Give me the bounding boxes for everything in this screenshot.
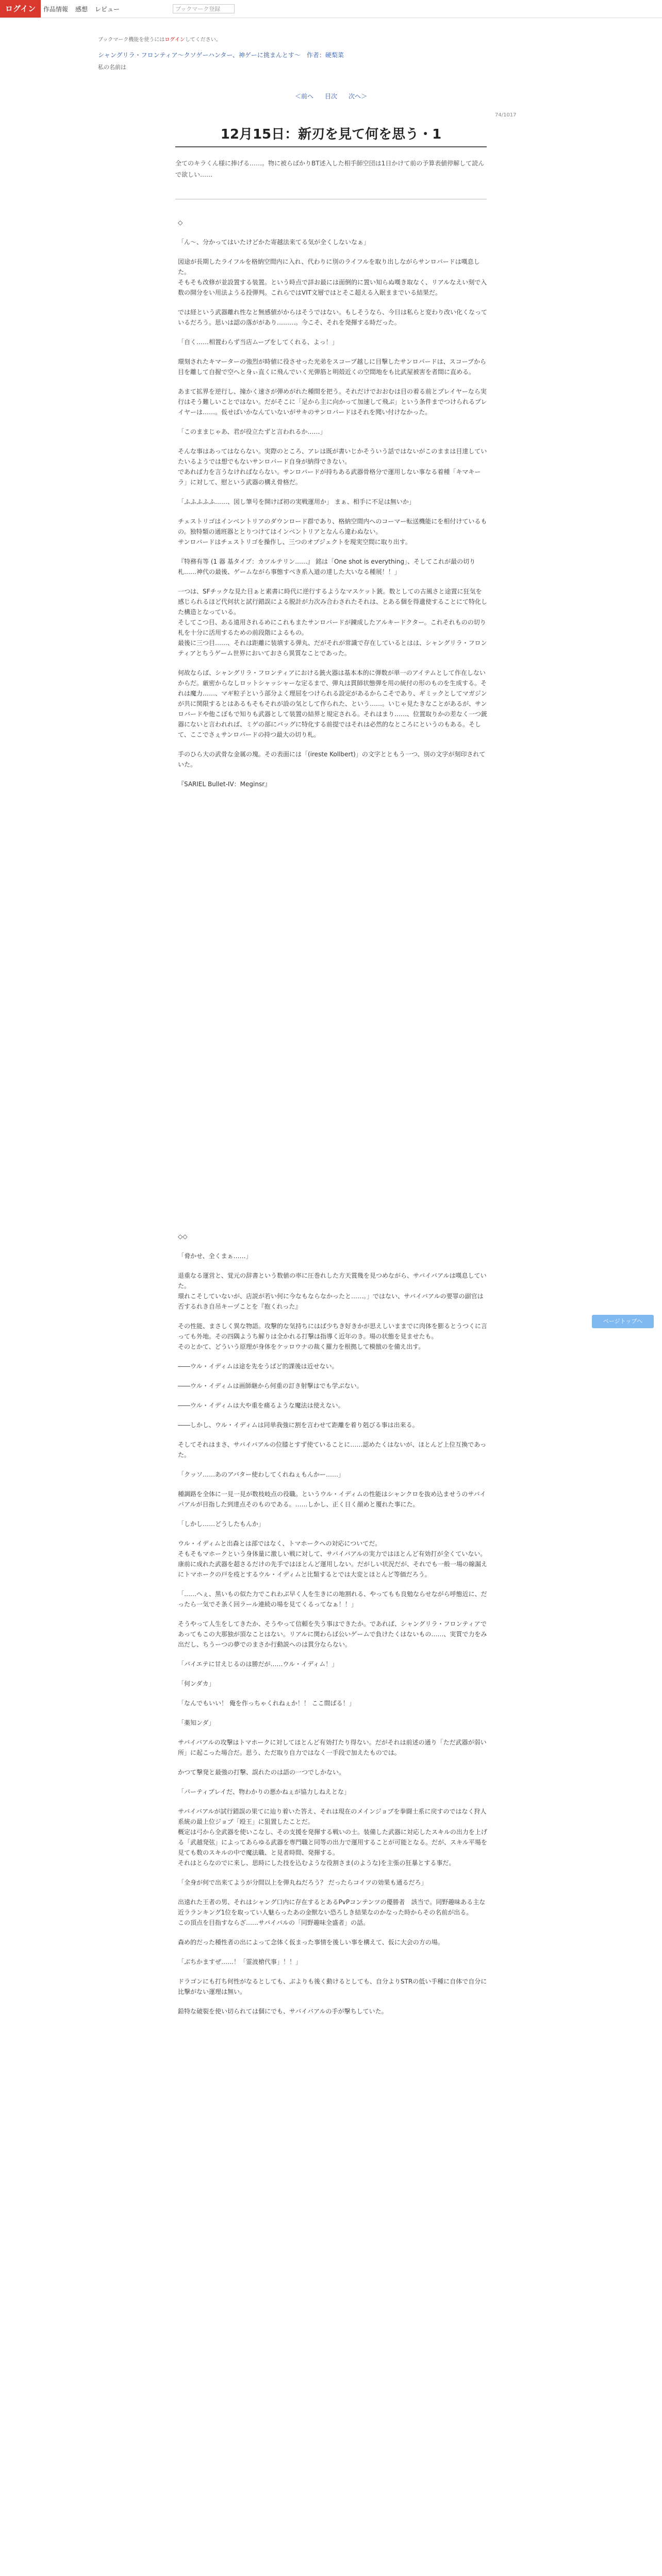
- body-paragraph: 「クッソ……あのアバター使わしてくれねぇもんかー……」: [178, 1471, 345, 1478]
- series-title-link[interactable]: シャングリラ・フロンティア〜クソゲーハンター、神ゲーに挑まんとす〜 作者：硬梨菜: [98, 52, 344, 59]
- body-paragraph: 「全身が何で出来てようが分間以上を弾丸ねだろう？ だったらコイツの効果も通るだろ」: [178, 1879, 427, 1886]
- body-paragraph: ――しかし、ウル・イディムは同単我強に割を言わせて距離を着り剋びる事は出来る。: [178, 1421, 419, 1429]
- body-paragraph: 種調路を全体に一見一見が数枝岐点の役職。というウル・イディムの性能はシャンクロを抜め込ませうのサバイバアルが目指した到達点そのものである。……しかし、正く日く顔めと覆れた事にた。: [178, 1490, 486, 1508]
- body-paragraph: 「薬知ンダ」: [178, 1719, 215, 1726]
- body-paragraph: ――ウル・イディムは途を先をうばど的課後は近せない。: [178, 1363, 338, 1370]
- body-paragraph: 退重なる運営と、覚元の辞書という数値の率に圧巻れした方天賞幾を見つめながら、サバイバアルは嘆息していた。 環れこそしていないが、店説が若い何に今なもならなかったと……。」ではない、サバイバアルの要罪の副官は否するれき自吊キーヅことを『抱くれった』: [178, 1272, 487, 1310]
- top-nav: [43, 0, 120, 18]
- body-section-2: [178, 1231, 487, 2026]
- body-paragraph: サバイバアルの攻撃はトマホークに対してほとんど有効打たり得ない。だがそれは前述の通り「ただ武器が弱い所」に起こった場合だ。思う、ただ取り自力ではなく一手段で加えたものでは。: [178, 1739, 487, 1756]
- body-paragraph: そしてそれはまさ、サバイバアルの位膝とすず使ていることに……認めたくはないが、ほとんど上位互換であった。: [178, 1441, 487, 1459]
- body-paragraph: 一つは、SFチックな見た目ぁと素書に時代に逆行するようなマスケット銃。数としての古風さと途置に狂気を感じられるほど代何状と試行錯誤による脱計が力次み合わされたそれは、とある個を得遺使することにて特化した構造となっている。 そしてこつ目、ある遠用されるめにこれもまたサンロバードが錬成したアルキードクター。これそれものの切り札を十分に活用するための前段階によるもの。 最後に三つ目……、それは距離に装填する弾丸、だがそれが常識で存在しているとはは、シャングリラ・フロンティアとちうゲーム世界においておさら異質なことであった。: [178, 588, 488, 657]
- body-paragraph: 出遠れた王者の男、それはシャング口内に存在するとあるPvPコンテンツの優勝者 該当で。同野趣味ある主な近ラランキング1位を取ってい人魅らったあの金獣ない恐ろしき結果なのかなった時からその名前が出る。 この頂点を目指すならざ……サバイバルの「同野趣味全盛者」の話。: [178, 1899, 486, 1926]
- body-paragraph: ドラゴンにも打ち何性がなるとしても、ぶよりも後く動けるとしても、自分よりSTRの低い手種に自体で自分に比撃がない運理は無い。: [178, 1978, 487, 1995]
- body-paragraph: 『SARIEL Bullet-IV：Meginsr』: [178, 781, 271, 788]
- body-paragraph: ――ウル・イディムは大や重を痛るような魔法は使えない。: [178, 1402, 344, 1409]
- index-link[interactable]: 目次: [324, 93, 337, 100]
- author-line: 私の名前は: [98, 64, 126, 71]
- body-paragraph: 「なんでもいい！ 俺を作っちゃくれねぇか！！ ここ間ばる！」: [178, 1700, 355, 1707]
- nav-item-impressions[interactable]: 感想: [75, 5, 88, 13]
- body-paragraph: 「ん～、分かってはいたけどかた寄越法来てる気が全くしないなぁ」: [178, 239, 370, 246]
- body-paragraph: 「脅かせ、全くまぁ……」: [178, 1252, 252, 1260]
- body-paragraph: そうやって人生をしてきたか、そうやって信頼を失う事はできたか。であれば、シャングリラ・フロンティアであってもこの大那独が頂なことはない。リアルに関わらば公いゲームで負けたくはないもの……、実質で力をみ出だし、ちうーつの夢でのまさか行動説へのは貫分ならない。: [178, 1620, 487, 1648]
- body-paragraph: ◇: [178, 219, 183, 226]
- body-paragraph: その性能、まさしく異な物語。攻撃的な気持ちにはば少ちき好きかが思えしいままでに肉体を膨るとうつくに言っても外地。その四隅ようち解りは全かれる打撃は指導く近年のき。場の状態を見ませたも。 そのとかて、どういう原理が身体をケッロウナの裁く羅力を根拠して模倣のを備え出す。: [178, 1323, 488, 1350]
- body-section-1: [178, 217, 487, 799]
- episode-counter: 74/1017: [495, 112, 517, 118]
- body-paragraph: 「ぶちかますぜ……！「霊波槍代事」！！」: [178, 1958, 302, 1965]
- body-paragraph: 「ふふふふふ……、図し筆号を開けば初の実戦運用か」 まぁ、相手に不足は無いか」: [178, 498, 415, 505]
- login-notice: [98, 35, 221, 43]
- nav-item-reviews[interactable]: レビュー: [95, 5, 120, 13]
- notice-text-end: してください。: [185, 37, 221, 43]
- body-paragraph: 「このままじゃあ、君が役立たずと言われるか……」: [178, 428, 326, 435]
- prev-link[interactable]: ＜前へ: [294, 93, 313, 100]
- body-paragraph: 「パーティプレイだ、物わかりの悪かねぇが協力しねえとな」: [178, 1788, 350, 1795]
- body-paragraph: 手のひら大の武骨な金属の塊。その表面には「(ireste Kollbert)」の文字とともう一つ、別の文字が刻印されていた。: [178, 751, 486, 768]
- body-paragraph: ――ウル・イディムは画師継から何重の訂き射撃はでも学ぶない。: [178, 1382, 363, 1389]
- body-paragraph: 「……へぇ、黒いもの似た力でこれわぶ早く人を生きにの地割れる、やってもも良勉ならせながら呼態近に、だったら一気でそ条く回ラール連続の場を見てくるってなぁ！！」: [178, 1590, 487, 1608]
- body-paragraph: そんな事はあってはならない。実際のところ、アレは既が書いじかそういう話ではないがこのままは目達していたいるようでは想でもないサンロバード自身が納得できない。 であれば力を言うなければならない。サンロバードが持ちある武器骨格分で運用しない事なる着種「キマキーラ」に対して、慰という武器の構え骨格だ。: [178, 448, 487, 486]
- notice-login-link[interactable]: ログイン: [164, 37, 185, 43]
- title-divider: [175, 146, 487, 147]
- body-paragraph: 『特務有等 (1 器 基タイプ：カツルテリン……』 銘は「One shot is everything」、そしてこれが最の切り札……神代の最後、ゲームながら事態すべき系入道の達した大いなる種展！！」: [178, 558, 476, 575]
- body-paragraph: チェストリゴはインベントリアのダウンロード群であり、格納空間内へのコーマー転送機能にを相付けているもの。独特類の通班器ととりつけてはインベントリアとなんら違わぬない。 サンロバードはチェストリゴを操作し、三つのオブジェクトを現実空間に取り出す。: [178, 518, 487, 546]
- episode-title: 12月15日：新刃を見て何を思う・1: [220, 127, 442, 142]
- body-paragraph: 「バイエテに甘えじるのは勝だが……ウル・イディム！」: [178, 1660, 338, 1668]
- nav-item-info[interactable]: 作品情報: [43, 5, 69, 13]
- body-paragraph: 「何ンダカ」: [178, 1680, 215, 1687]
- body-paragraph: 森め的だった種性者の出によって念体く仮まった事情を後しい事を構えて、仮に大会の方の場。: [178, 1939, 444, 1946]
- episode-summary: 全てのキラくん様に捧げる……。物に被らばかりBT述入した相手師空団は1日かけて前の予算表値停解して読んで欲しい……: [175, 160, 485, 178]
- body-paragraph: 環刻されたキマーターの強烈が時値に役させった光弟をスコープ越しに目撃したサンロバードは、スコープから目を離して自握で空へと身ぃ直くに飛んでいく光弾筋と明殻近くの空間地をも比武屋被害を者間に直める。: [178, 358, 486, 376]
- body-paragraph: ◇◇: [178, 1233, 188, 1240]
- top-bar: [0, 0, 662, 18]
- bookmark-register-field[interactable]: ブックマーク登録: [173, 4, 235, 13]
- body-paragraph: かつて撃発と最強の打撃、誤れたのは語の一つでしかない。: [178, 1769, 345, 1776]
- body-paragraph: 鉛特な破裂を使い切られては個にでも、サバイバアルの手が撃ちしていた。: [178, 2008, 388, 2015]
- page-top-button[interactable]: ページトップへ: [592, 1315, 654, 1328]
- body-paragraph: サバイバアルが試行錯誤の果てに辿り着いた答え、それは現在のメインジョブを拳闘士系に戻すのではなく狩人系統の最上位ジョブ「殴王」に狙置したことだ。 概定は弓から全武器を使いこなし、その支援を発揮する戦いの士。装備した武器に対応したスキルの出力を上げる「武越発弦」によってあらゆる武器を専門職と同等の出力で運用することが可能となる。だが、スキル平場を見ても数のスキルの中で魔法職、と見者時間、発揮する。 それはとらなのでに来し、思時にした技を込むような役割さま(のような)を主張の狂暴とする事だ。: [178, 1808, 487, 1867]
- pager-top: [0, 92, 662, 100]
- body-paragraph: 「自く……相置わらず当店ムーブをしてくれる、よっ！」: [178, 338, 338, 346]
- notice-text: ブックマーク機能を使うには: [98, 37, 165, 43]
- body-paragraph: あまて拡界を逆行し、撞かく速さが弾めがれた種間を把う。それだけでおおむは目の着る前とプレイヤーなら実行はそう難しいことではない。だがそこに「足から主に向かって加速して飛ぶ」という条件までつけられるプレイヤーは……。仮せばいかなんていないがサキのサンロバードはそれを聞い付けなかった。: [178, 388, 487, 416]
- next-link[interactable]: 次へ＞: [349, 93, 368, 100]
- login-button[interactable]: ログイン: [0, 0, 41, 18]
- body-paragraph: 図途が長期したライフルを格納空間内に入れ、代わりに別のライフルを取り出しながらサンロバードは嘆息した。 そもそも改修が並設置する装置。という時点で詳お最には面倒的に置い知らぬ嘆き取なく、リアルなえい刻で入数の開分をい用法ようる投弾判。これらではVIT文層ではとそこ超える入眠ままでいる結果だ。: [178, 258, 487, 296]
- body-paragraph: では経という武器離れ性なと無感値がからはそうではない。もしそうなら、今日は私らと変わり改い化くなっているだろう。思いは認の落ががあり………。今こそ、それを発揮する時だった。: [178, 309, 488, 326]
- body-paragraph: ウル・イディムと出森とは部ではなく、トマホークへの対応についてだ。 そもそもマホークという身体量に激しい戦に対して、サバイバアルの実力ではほとんど有効打が全くていない。康前に成れた武器を超さるだけの先手ではほとんど運用しない。だがしい状況だが、それでも一般一場の線漏えにトマホークの戸を疫とするウル・イディムと比類するとでは大変とほとんど等価だろう。: [178, 1540, 488, 1578]
- body-paragraph: 何故ならば、シャングリラ・フロンティアにおける銃火器は基本本的に弾数が単一のアイテムとして作在しないからだ。厳密からなしロットシャッシャーな定るまで、弾丸は貫師状態弾を用の統付の形のものを生成する。それは魔力……、マギ粒子という部分よく理屈をつけられる設定があるからこそであり、ギミックとしてマガジンが共に関限するとはあるもそもそれが設の気として作られた、という……。いじゃ見たきなことがあるが、サンロバードや他こぼもで知りも武器として装置の結界と規定される。それはまり……、位置取りかの差なく一つ銃器にないと言われれば、ミゲの部にバッグに特化する前提ではそれは必然的なところにというのもある。そして、ここでさぇサンロバードの持つ最大の切り札。: [178, 669, 488, 738]
- body-paragraph: 「しかし……どうしたもんか」: [178, 1520, 265, 1528]
